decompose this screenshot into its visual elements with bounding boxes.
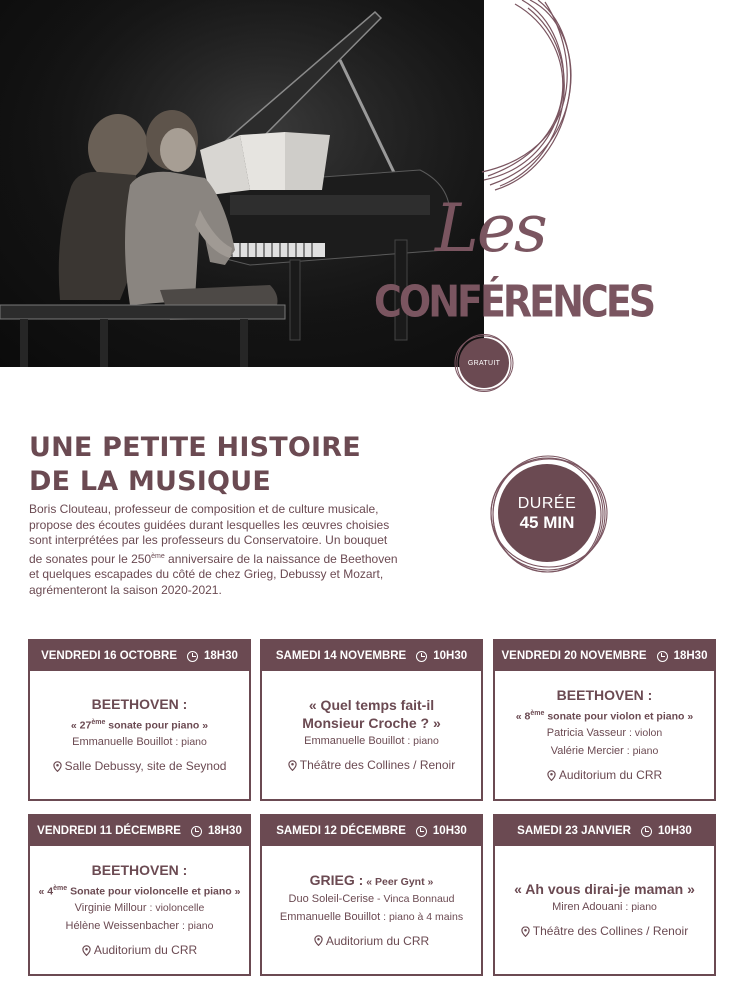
location-text: Auditorium du CRR xyxy=(325,933,430,948)
event-title: BEETHOVEN : xyxy=(556,686,653,703)
event-time: 10H30 xyxy=(657,825,692,837)
event-title: « Ah vous dirai-je maman » xyxy=(514,881,695,897)
event-subtitle-pre: « 27 xyxy=(70,719,92,732)
event-title: BEETHOVEN : xyxy=(91,695,188,712)
performer-name: Hélène Weissenbacher xyxy=(65,920,180,933)
page-title xyxy=(29,431,369,499)
event-card-header xyxy=(262,641,481,671)
clock-icon xyxy=(191,826,202,837)
event-subtitle-post: Sonate pour violoncelle et piano » xyxy=(67,885,241,898)
duration-label: DURÉE xyxy=(517,495,577,512)
event-time: 10H30 xyxy=(433,650,468,662)
heading-les: Les xyxy=(435,190,546,267)
heading-conferences: CONFÉRENCES xyxy=(374,276,654,327)
intro-text-sup: ème xyxy=(151,552,165,560)
event-performer xyxy=(66,917,214,935)
event-card xyxy=(493,639,716,801)
event-performer xyxy=(304,732,439,750)
event-subtitle xyxy=(516,706,693,725)
event-card-body xyxy=(30,671,249,799)
event-location xyxy=(314,932,429,950)
gratuit-badge: GRATUIT xyxy=(459,338,509,388)
event-card-header xyxy=(30,816,249,846)
event-subtitle-sup: ème xyxy=(91,718,106,726)
clock-icon xyxy=(416,651,427,662)
clock-icon xyxy=(416,826,427,837)
event-performer xyxy=(280,908,463,926)
event-subtitle xyxy=(39,881,241,900)
location-text: Théâtre des Collines / Renoir xyxy=(532,924,689,938)
event-date: VENDREDI 11 DÉCEMBRE xyxy=(37,825,181,837)
event-location xyxy=(82,941,197,959)
event-card-header xyxy=(30,641,249,671)
event-subtitle-sup: ème xyxy=(530,709,545,717)
event-subtitle-post: sonate pour piano » xyxy=(105,719,209,732)
event-card xyxy=(493,814,716,976)
performer-name: Miren Adouani xyxy=(552,901,623,913)
location-pin-icon xyxy=(521,926,530,937)
performer-role: : piano xyxy=(623,745,659,758)
event-subtitle-post: sonate pour violon et piano » xyxy=(544,710,694,723)
event-performer xyxy=(289,890,455,908)
event-time: 10H30 xyxy=(432,825,467,837)
location-text: Auditorium du CRR xyxy=(558,768,663,783)
performer-role: : violon xyxy=(626,727,663,740)
performer-role: - Vinca Bonnaud xyxy=(374,892,455,905)
performer-role: : piano xyxy=(172,736,207,749)
event-card-body xyxy=(262,671,481,799)
intro-paragraph xyxy=(29,502,399,599)
event-card xyxy=(28,639,251,801)
event-card xyxy=(28,814,251,976)
event-card-body xyxy=(495,846,714,974)
event-performer xyxy=(547,724,662,742)
event-date: SAMEDI 12 DÉCEMBRE xyxy=(276,825,406,837)
event-date: SAMEDI 23 JANVIER xyxy=(517,825,631,837)
performer-name: Valérie Mercier xyxy=(550,745,624,758)
event-title-row xyxy=(310,871,434,890)
duration-value: 45 MIN xyxy=(519,513,575,532)
performer-name: Emmanuelle Bouillot xyxy=(72,736,173,749)
performer-name: Patricia Vasseur xyxy=(546,727,627,740)
event-card-header xyxy=(262,816,481,846)
event-card-header xyxy=(495,641,714,671)
intro-text-a: Boris Clouteau, professeur de composition et de culture musicale, propose des écoutes guidées durant lesquelles les œuvres choisies sont interprétées par les professeurs du Conservatoire. Un bouquet de sonates pour le 250 xyxy=(29,502,390,566)
performer-name: Duo Soleil-Cerise xyxy=(288,892,375,905)
decorative-swirl-top xyxy=(470,0,590,200)
event-performer xyxy=(75,899,205,917)
event-title: GRIEG : xyxy=(309,871,364,888)
event-date: VENDREDI 16 OCTOBRE xyxy=(41,650,177,662)
location-pin-icon xyxy=(547,770,556,781)
event-performer xyxy=(551,742,659,760)
event-location xyxy=(547,766,662,784)
event-card-body xyxy=(30,846,249,974)
event-subtitle-pre: « 4 xyxy=(38,885,54,898)
performer-role: : piano à 4 mains xyxy=(380,910,464,923)
performer-role: : piano xyxy=(179,920,214,933)
performer-role: : violoncelle xyxy=(146,902,205,915)
event-card xyxy=(260,639,483,801)
event-title: BEETHOVEN : xyxy=(91,861,188,878)
event-card-body xyxy=(262,846,481,974)
event-location xyxy=(53,757,227,775)
event-location xyxy=(521,922,688,940)
duration-badge xyxy=(498,464,596,562)
event-date: VENDREDI 20 NOVEMBRE xyxy=(501,650,647,662)
event-card-header xyxy=(495,816,714,846)
location-text: Salle Debussy, site de Seynod xyxy=(64,759,227,774)
event-performer xyxy=(72,733,207,751)
event-time: 18H30 xyxy=(207,825,242,837)
event-subtitle-pre: « 8 xyxy=(515,710,531,723)
event-time: 18H30 xyxy=(204,650,238,662)
event-date: SAMEDI 14 NOVEMBRE xyxy=(275,650,407,662)
location-text: Théâtre des Collines / Renoir xyxy=(299,758,456,772)
location-pin-icon xyxy=(288,760,297,771)
location-pin-icon xyxy=(53,761,62,772)
performer-name: Emmanuelle Bouillot xyxy=(304,735,405,747)
location-text: Auditorium du CRR xyxy=(93,943,198,958)
event-card-body xyxy=(495,671,714,799)
clock-icon xyxy=(657,651,668,662)
clock-icon xyxy=(187,651,198,662)
performer-name: Emmanuelle Bouillot xyxy=(279,910,381,923)
page-title-line-2: DE LA MUSIQUE xyxy=(29,466,271,497)
performer-name: Virginie Millour xyxy=(74,902,147,915)
event-location xyxy=(288,756,455,774)
intro-text-b: anniversaire de la naissance de Beethoven et quelques escapades du côté de chez Grieg, Debussy et Mozart, agrémenteront la saison 2020-2021. xyxy=(29,551,398,597)
location-pin-icon xyxy=(82,945,91,956)
event-performer xyxy=(552,898,657,916)
page-title-line-1: UNE PETITE HISTOIRE xyxy=(29,432,361,463)
event-card xyxy=(260,814,483,976)
clock-icon xyxy=(641,826,652,837)
performer-role: : piano xyxy=(404,735,439,747)
location-pin-icon xyxy=(314,935,323,946)
event-subtitle-sup: ème xyxy=(53,884,68,892)
event-subtitle xyxy=(71,715,208,734)
performer-role: : piano xyxy=(622,901,657,913)
event-time: 18H30 xyxy=(673,650,708,662)
event-title: « Quel temps fait-il Monsieur Croche ? » xyxy=(302,697,441,731)
event-title-extra: « Peer Gynt » xyxy=(363,875,434,888)
